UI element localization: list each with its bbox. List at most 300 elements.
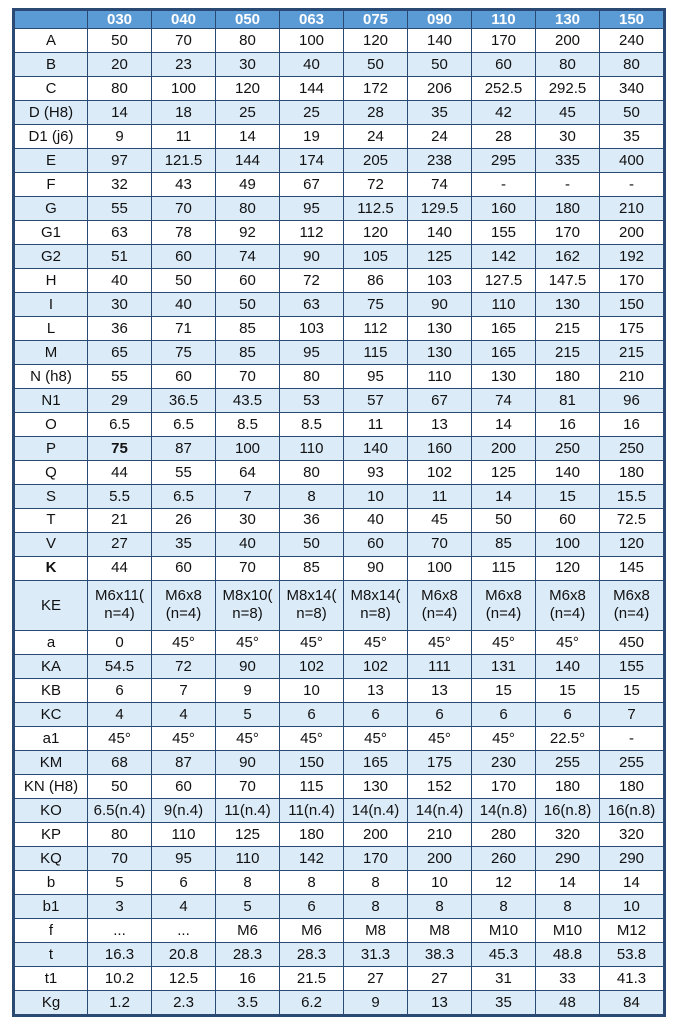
table-cell: M6x8 (n=4) (152, 580, 216, 631)
table-cell: 11(n.4) (280, 798, 344, 822)
table-cell: 45° (472, 726, 536, 750)
table-cell: 162 (536, 244, 600, 268)
table-cell: 5 (216, 703, 280, 727)
table-cell: 6 (280, 703, 344, 727)
table-cell: 40 (88, 268, 152, 292)
table-row (15, 77, 664, 101)
table-cell: M8 (408, 918, 472, 942)
table-cell: 8.5 (280, 412, 344, 436)
table-cell: 41.3 (600, 966, 664, 990)
table-row (15, 679, 664, 703)
table-cell: 28 (344, 101, 408, 125)
table-cell: 31 (472, 966, 536, 990)
table-cell: 40 (152, 292, 216, 316)
table-cell: 50 (88, 29, 152, 53)
column-header-063: 063 (280, 11, 344, 29)
table-cell: 35 (152, 532, 216, 556)
table-cell: 145 (600, 556, 664, 580)
table-row (15, 942, 664, 966)
table-cell: 165 (472, 340, 536, 364)
row-label: T (15, 508, 88, 532)
table-cell: 38.3 (408, 942, 472, 966)
table-cell: 63 (280, 292, 344, 316)
table-cell: 120 (344, 29, 408, 53)
table-cell: 7 (600, 703, 664, 727)
table-cell: 110 (280, 436, 344, 460)
table-cell: 30 (216, 53, 280, 77)
table-cell: 400 (600, 149, 664, 173)
table-cell: 35 (600, 125, 664, 149)
table-cell: 15 (536, 679, 600, 703)
row-label: KN (H8) (15, 774, 88, 798)
table-cell: 45 (408, 508, 472, 532)
table-cell: 215 (536, 340, 600, 364)
row-label: KQ (15, 846, 88, 870)
table-cell: 63 (88, 221, 152, 245)
table-cell: 45° (216, 726, 280, 750)
table-cell: 30 (88, 292, 152, 316)
table-cell: 155 (472, 221, 536, 245)
table-cell: M6x8 (n=4) (472, 580, 536, 631)
table-cell: 28 (472, 125, 536, 149)
row-label: N1 (15, 388, 88, 412)
table-cell: M10 (472, 918, 536, 942)
table-cell: M8 (344, 918, 408, 942)
table-cell: 180 (280, 822, 344, 846)
table-cell: 175 (600, 316, 664, 340)
table-cell: 85 (216, 316, 280, 340)
table-cell: 14 (472, 484, 536, 508)
table-cell: 6.5 (152, 412, 216, 436)
table-cell: 8 (344, 894, 408, 918)
table-cell: 115 (344, 340, 408, 364)
table-cell: 130 (536, 292, 600, 316)
table-row (15, 101, 664, 125)
table-cell: 110 (408, 364, 472, 388)
table-cell: 6 (472, 703, 536, 727)
column-header-030: 030 (88, 11, 152, 29)
table-cell: 40 (280, 53, 344, 77)
row-label: f (15, 918, 88, 942)
table-cell: 67 (408, 388, 472, 412)
table-cell: 26 (152, 508, 216, 532)
column-header-075: 075 (344, 11, 408, 29)
table-row (15, 894, 664, 918)
row-label: E (15, 149, 88, 173)
table-cell: 70 (216, 364, 280, 388)
table-cell: 10 (600, 894, 664, 918)
row-label: a1 (15, 726, 88, 750)
table-row (15, 726, 664, 750)
table-cell: 260 (472, 846, 536, 870)
table-cell: 111 (408, 655, 472, 679)
table-cell: 13 (344, 679, 408, 703)
table-cell: 165 (344, 750, 408, 774)
row-label: O (15, 412, 88, 436)
table-cell: 22.5° (536, 726, 600, 750)
row-label: G (15, 197, 88, 221)
table-cell: - (536, 173, 600, 197)
table-cell: 115 (280, 774, 344, 798)
table-cell: 85 (280, 556, 344, 580)
table-cell: 53.8 (600, 942, 664, 966)
table-row (15, 412, 664, 436)
column-header-050: 050 (216, 11, 280, 29)
row-label: M (15, 340, 88, 364)
table-cell: 238 (408, 149, 472, 173)
table-cell: 90 (216, 750, 280, 774)
table-cell: 93 (344, 460, 408, 484)
table-cell: 102 (408, 460, 472, 484)
table-cell: 9 (344, 990, 408, 1014)
table-cell: 120 (600, 532, 664, 556)
table-cell: 172 (344, 77, 408, 101)
table-cell: 230 (472, 750, 536, 774)
table-row (15, 484, 664, 508)
table-row (15, 846, 664, 870)
table-cell: 150 (280, 750, 344, 774)
table-cell: 44 (88, 556, 152, 580)
table-cell: 252.5 (472, 77, 536, 101)
table-cell: 50 (88, 774, 152, 798)
table-cell: 100 (280, 29, 344, 53)
table-cell: 72 (280, 268, 344, 292)
table-cell: 48 (536, 990, 600, 1014)
table-cell: 92 (216, 221, 280, 245)
table-cell: 6.5 (88, 412, 152, 436)
row-label: I (15, 292, 88, 316)
row-label: V (15, 532, 88, 556)
table-cell: 9 (216, 679, 280, 703)
table-cell: 130 (472, 364, 536, 388)
table-cell: 36 (88, 316, 152, 340)
table-cell: 8 (472, 894, 536, 918)
table-cell: 13 (408, 412, 472, 436)
table-cell: 140 (408, 221, 472, 245)
table-cell: 15 (536, 484, 600, 508)
table-cell: 80 (600, 53, 664, 77)
table-cell: 16 (600, 412, 664, 436)
table-cell: 11 (152, 125, 216, 149)
table-cell: M6x8 (n=4) (536, 580, 600, 631)
table-cell: 4 (88, 703, 152, 727)
row-label: KB (15, 679, 88, 703)
table-cell: 102 (280, 655, 344, 679)
table-cell: 43 (152, 173, 216, 197)
table-cell: 45° (344, 726, 408, 750)
row-label: Kg (15, 990, 88, 1014)
row-label: t1 (15, 966, 88, 990)
table-cell: 10 (280, 679, 344, 703)
table-cell: 8 (280, 870, 344, 894)
row-label: H (15, 268, 88, 292)
table-cell: 450 (600, 631, 664, 655)
table-cell: 75 (152, 340, 216, 364)
table-cell: 44 (88, 460, 152, 484)
table-cell: 174 (280, 149, 344, 173)
table-row (15, 822, 664, 846)
table-cell: 140 (536, 460, 600, 484)
table-cell: 80 (216, 197, 280, 221)
row-label: F (15, 173, 88, 197)
table-row (15, 631, 664, 655)
table-cell: 53 (280, 388, 344, 412)
table-cell: 210 (600, 364, 664, 388)
table-cell: M6x8 (n=4) (408, 580, 472, 631)
table-cell: 16(n.8) (536, 798, 600, 822)
table-cell: 40 (344, 508, 408, 532)
table-cell: 70 (152, 29, 216, 53)
table-cell: 340 (600, 77, 664, 101)
table-cell: 120 (344, 221, 408, 245)
table-cell: 8 (280, 484, 344, 508)
table-cell: 170 (536, 221, 600, 245)
table-cell: 27 (344, 966, 408, 990)
table-cell: 86 (344, 268, 408, 292)
table-cell: 75 (88, 436, 152, 460)
table-cell: 103 (280, 316, 344, 340)
table-row (15, 388, 664, 412)
table-cell: 210 (408, 822, 472, 846)
table-cell: 95 (344, 364, 408, 388)
table-cell: 150 (600, 292, 664, 316)
table-cell: 8 (216, 870, 280, 894)
table-cell: 10.2 (88, 966, 152, 990)
row-label: K (15, 556, 88, 580)
table-cell: 127.5 (472, 268, 536, 292)
table-cell: 120 (216, 77, 280, 101)
row-label: KE (15, 580, 88, 631)
table-cell: 14 (536, 870, 600, 894)
row-label: D1 (j6) (15, 125, 88, 149)
row-label: Q (15, 460, 88, 484)
column-header-130: 130 (536, 11, 600, 29)
table-cell: 6 (408, 703, 472, 727)
table-cell: 250 (600, 436, 664, 460)
table-cell: 255 (600, 750, 664, 774)
row-label: b (15, 870, 88, 894)
table-cell: 295 (472, 149, 536, 173)
table-cell: 6 (280, 894, 344, 918)
table-cell: 12.5 (152, 966, 216, 990)
table-cell: 60 (472, 53, 536, 77)
table-cell: 80 (88, 77, 152, 101)
table-cell: 280 (472, 822, 536, 846)
table-cell: 65 (88, 340, 152, 364)
table-cell: 165 (472, 316, 536, 340)
table-cell: ... (152, 918, 216, 942)
table-cell: 16 (216, 966, 280, 990)
table-cell: 4 (152, 703, 216, 727)
table-cell: 160 (408, 436, 472, 460)
table-cell: 24 (344, 125, 408, 149)
table-cell: 125 (472, 460, 536, 484)
table-cell: 14 (600, 870, 664, 894)
table-cell: 130 (344, 774, 408, 798)
table-cell: 6 (88, 679, 152, 703)
dimension-table (14, 10, 664, 1015)
table-cell: 54.5 (88, 655, 152, 679)
table-cell: 21 (88, 508, 152, 532)
table-cell: 200 (472, 436, 536, 460)
table-cell: 6 (152, 870, 216, 894)
column-header-150: 150 (600, 11, 664, 29)
table-cell: 14 (472, 412, 536, 436)
table-cell: 25 (216, 101, 280, 125)
table-cell: 85 (472, 532, 536, 556)
table-cell: 30 (216, 508, 280, 532)
table-cell: 155 (600, 655, 664, 679)
table-cell: 50 (472, 508, 536, 532)
column-header-040: 040 (152, 11, 216, 29)
table-cell: 87 (152, 436, 216, 460)
table-cell: 90 (344, 556, 408, 580)
table-cell: 90 (408, 292, 472, 316)
table-cell: M6x8 (n=4) (600, 580, 664, 631)
table-cell: 48.8 (536, 942, 600, 966)
table-cell: 6 (536, 703, 600, 727)
table-row (15, 703, 664, 727)
table-cell: 51 (88, 244, 152, 268)
table-cell: 55 (88, 364, 152, 388)
header-corner-cell (15, 11, 88, 29)
table-cell: 71 (152, 316, 216, 340)
table-row (15, 460, 664, 484)
table-cell: 215 (536, 316, 600, 340)
row-label: KA (15, 655, 88, 679)
table-cell: 100 (536, 532, 600, 556)
table-cell: 142 (472, 244, 536, 268)
column-header-090: 090 (408, 11, 472, 29)
table-cell: 85 (216, 340, 280, 364)
table-cell: 100 (216, 436, 280, 460)
table-cell: 110 (472, 292, 536, 316)
table-cell: 78 (152, 221, 216, 245)
dimension-table-frame (12, 8, 666, 1017)
table-cell: 100 (152, 77, 216, 101)
table-cell: 45° (216, 631, 280, 655)
row-label: b1 (15, 894, 88, 918)
table-cell: - (600, 173, 664, 197)
row-label: a (15, 631, 88, 655)
table-cell: 170 (600, 268, 664, 292)
table-cell: 13 (408, 679, 472, 703)
table-cell: 10 (344, 484, 408, 508)
table-cell: 35 (472, 990, 536, 1014)
table-cell: 335 (536, 149, 600, 173)
table-row (15, 580, 664, 631)
table-cell: 57 (344, 388, 408, 412)
table-cell: 80 (216, 29, 280, 53)
table-cell: 15.5 (600, 484, 664, 508)
column-header-110: 110 (472, 11, 536, 29)
table-cell: 36.5 (152, 388, 216, 412)
table-cell: 28.3 (216, 942, 280, 966)
table-cell: 70 (216, 556, 280, 580)
table-cell: 40 (216, 532, 280, 556)
table-row (15, 173, 664, 197)
table-cell: 50 (280, 532, 344, 556)
row-label: t (15, 942, 88, 966)
table-cell: M10 (536, 918, 600, 942)
table-cell: 5 (216, 894, 280, 918)
table-cell: 6 (344, 703, 408, 727)
table-cell: 200 (344, 822, 408, 846)
table-row (15, 316, 664, 340)
table-cell: 112 (280, 221, 344, 245)
table-cell: 7 (152, 679, 216, 703)
table-row (15, 918, 664, 942)
row-label: G1 (15, 221, 88, 245)
table-row (15, 774, 664, 798)
table-row (15, 149, 664, 173)
table-cell: 140 (344, 436, 408, 460)
table-cell: 96 (600, 388, 664, 412)
table-cell: 130 (408, 340, 472, 364)
table-cell: 33 (536, 966, 600, 990)
table-cell: 16.3 (88, 942, 152, 966)
table-cell: 5.5 (88, 484, 152, 508)
table-cell: 95 (280, 340, 344, 364)
table-cell: 152 (408, 774, 472, 798)
table-cell: 42 (472, 101, 536, 125)
table-cell: 180 (600, 774, 664, 798)
table-cell: 70 (408, 532, 472, 556)
table-cell: 170 (472, 29, 536, 53)
row-label: P (15, 436, 88, 460)
table-cell: 7 (216, 484, 280, 508)
table-cell: 102 (344, 655, 408, 679)
table-cell: M6x11( n=4) (88, 580, 152, 631)
table-cell: 8 (536, 894, 600, 918)
table-cell: 72 (152, 655, 216, 679)
table-cell: 320 (536, 822, 600, 846)
table-cell: 29 (88, 388, 152, 412)
table-cell: 70 (216, 774, 280, 798)
table-cell: 32 (88, 173, 152, 197)
table-cell: 11 (408, 484, 472, 508)
table-cell: 8 (408, 894, 472, 918)
table-row (15, 53, 664, 77)
table-cell: 112.5 (344, 197, 408, 221)
table-cell: 4 (152, 894, 216, 918)
table-cell: 16(n.8) (600, 798, 664, 822)
table-cell: 45.3 (472, 942, 536, 966)
table-cell: 80 (88, 822, 152, 846)
table-cell: 3 (88, 894, 152, 918)
table-cell: 205 (344, 149, 408, 173)
table-cell: 210 (600, 197, 664, 221)
table-cell: 100 (408, 556, 472, 580)
table-cell: 81 (536, 388, 600, 412)
table-cell: 8 (344, 870, 408, 894)
table-cell: 72 (344, 173, 408, 197)
table-cell: 20.8 (152, 942, 216, 966)
table-cell: 14(n.4) (344, 798, 408, 822)
table-row (15, 556, 664, 580)
table-cell: 112 (344, 316, 408, 340)
table-cell: 290 (536, 846, 600, 870)
table-row (15, 29, 664, 53)
table-cell: 70 (88, 846, 152, 870)
table-cell: 50 (408, 53, 472, 77)
table-cell: 0 (88, 631, 152, 655)
table-cell: - (600, 726, 664, 750)
table-cell: 13 (408, 990, 472, 1014)
row-label: L (15, 316, 88, 340)
table-cell: 110 (216, 846, 280, 870)
table-cell: 21.5 (280, 966, 344, 990)
